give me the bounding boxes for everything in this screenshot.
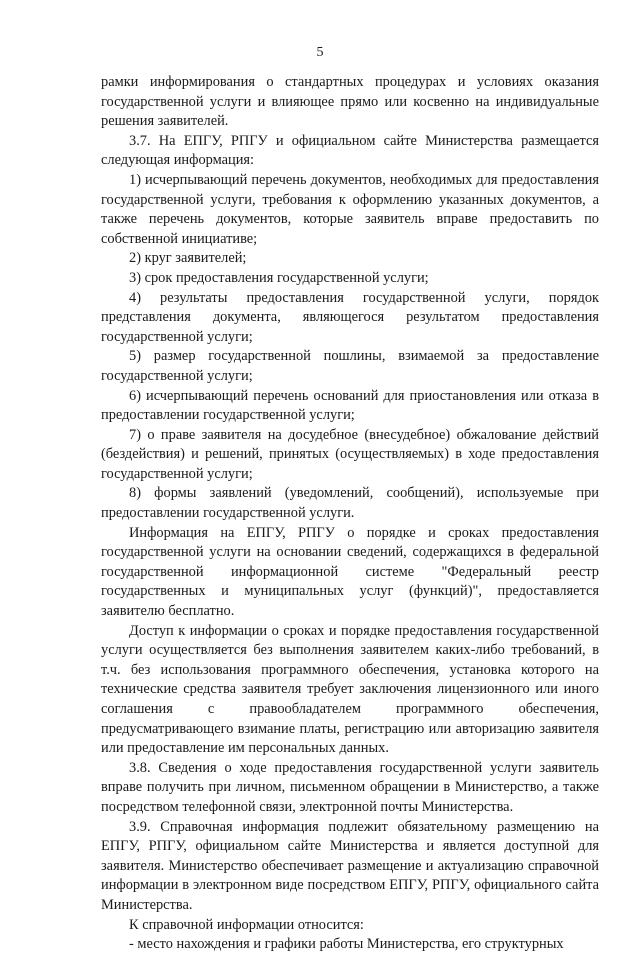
paragraph: - место нахождения и графики работы Министерства, его структурных: [129, 936, 564, 953]
paragraph: К справочной информации относится:: [129, 916, 364, 933]
paragraph: 6) исчерпывающий перечень оснований для приостановления или отказа в предоставлении государственной услуги;: [101, 387, 599, 424]
paragraph: 5) размер государственной пошлины, взимаемой за предоставление государственной услуги;: [101, 348, 599, 384]
paragraph: 7) о праве заявителя на досудебное (внесудебное) обжалование действий (бездействия) и решений, принятых (осуществляемых) в ходе предоставления государственной услуги;: [101, 426, 599, 482]
paragraph: 2) круг заявителей;: [129, 250, 247, 267]
page-number: 5: [316, 45, 324, 60]
paragraph: 1) исчерпывающий перечень документов, необходимых для предоставления государственной услуги, требования к оформлению указанных документов, а также перечень документов, которые заявитель вправе предоставить по собственной инициативе;: [101, 171, 599, 247]
paragraph: 3) срок предоставления государственной услуги;: [129, 269, 429, 286]
paragraph: 3.9. Справочная информация подлежит обязательному размещению на ЕПГУ, РПГУ, официальном сайте Министерства и является доступной для заявителя. Министерство обеспечивает размещение и актуализацию справочной информации в электронном виде посредством ЕПГУ, РПГУ, официального сайта Министерства.: [101, 818, 599, 913]
paragraph: 4) результаты предоставления государственной услуги, порядок представления документа, являющегося результатом предоставления государственной услуги;: [101, 289, 599, 345]
paragraph: 3.8. Сведения о ходе предоставления государственной услуги заявитель вправе получить при личном, письменном обращении в Министерство, а также посредством телефонной связи, электронной почты Министерства.: [101, 759, 599, 815]
paragraph: рамки информирования о стандартных процедурах и условиях оказания государственной услуги и влияющее прямо или косвенно на индивидуальные решения заявителей.: [101, 74, 599, 130]
document-body: [101, 73, 599, 955]
paragraph: Информация на ЕПГУ, РПГУ о порядке и сроках предоставления государственной услуги на основании сведений, содержащихся в федеральной государственной информационной системе "Федеральный реестр государственных и муниципальных услуг (функций)", предоставляется заявителю бесплатно.: [101, 524, 599, 620]
paragraph: 3.7. На ЕПГУ, РПГУ и официальном сайте Министерства размещается следующая информация:: [101, 132, 599, 169]
paragraph: Доступ к информации о сроках и порядке предоставления государственной услуги осуществляется без выполнения заявителем каких-либо требований, в т.ч. без использования программного обеспечения, установка которого на технические средства заявителя требует заключения лицензионного или иного соглашения с правообладателем программного обеспечения, предусматривающего взимание платы, регистрацию или авторизацию заявителя или предоставление им персональных данных.: [101, 622, 599, 757]
paragraph: 8) формы заявлений (уведомлений, сообщений), используемые при предоставлении государственной услуги.: [101, 485, 599, 522]
